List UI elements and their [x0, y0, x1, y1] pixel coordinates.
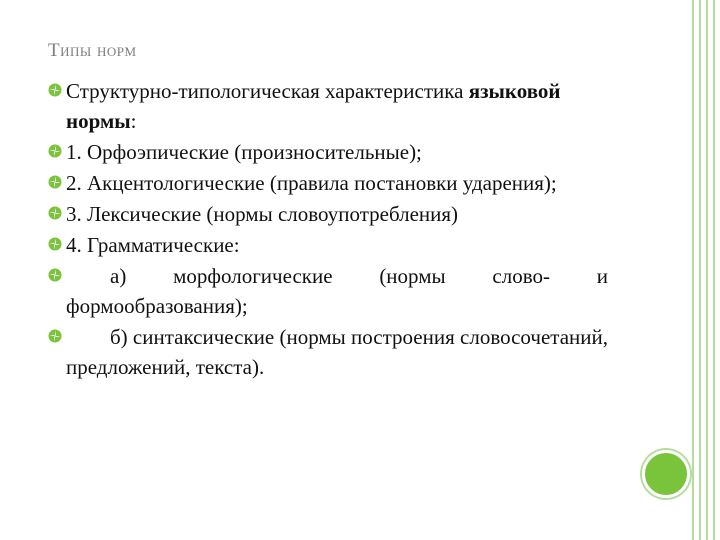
pinwheel-bullet-icon: [48, 83, 62, 97]
list-item-text: б) синтаксические (нормы построения словосочетаний, предложений, текста).: [66, 325, 608, 379]
pinwheel-bullet-icon: [48, 268, 62, 282]
list-item: [48, 261, 608, 321]
list-item: [48, 168, 608, 198]
list-item: [48, 76, 608, 136]
green-circle-icon: [642, 450, 690, 498]
decor-line-2: [699, 0, 701, 540]
list-item: [48, 199, 608, 229]
list-item: [48, 322, 608, 382]
pinwheel-bullet-icon: [48, 329, 62, 343]
decor-line-4: [713, 0, 715, 540]
list-item-text: Структурно-типологическая характеристика языковой нормы:: [66, 79, 561, 133]
decor-line-3: [706, 0, 708, 540]
list-item-text: 3. Лексические (нормы словоупотребления): [66, 202, 459, 226]
list-item-text: 1. Орфоэпические (произносительные);: [66, 140, 422, 164]
list-item-text: 4. Грамматические:: [66, 233, 240, 257]
decor-line-1: [692, 0, 694, 540]
pinwheel-bullet-icon: [48, 144, 62, 158]
slide-title: Типы норм: [48, 40, 137, 61]
pinwheel-bullet-icon: [48, 175, 62, 189]
pinwheel-bullet-icon: [48, 206, 62, 220]
list-item: [48, 230, 608, 260]
list-item-text: а) морфологические (нормы слово- и формообразования);: [66, 264, 608, 318]
bullet-list: [48, 76, 608, 383]
pinwheel-bullet-icon: [48, 237, 62, 251]
list-item: [48, 137, 608, 167]
list-item-text: 2. Акцентологические (правила постановки ударения);: [66, 171, 557, 195]
